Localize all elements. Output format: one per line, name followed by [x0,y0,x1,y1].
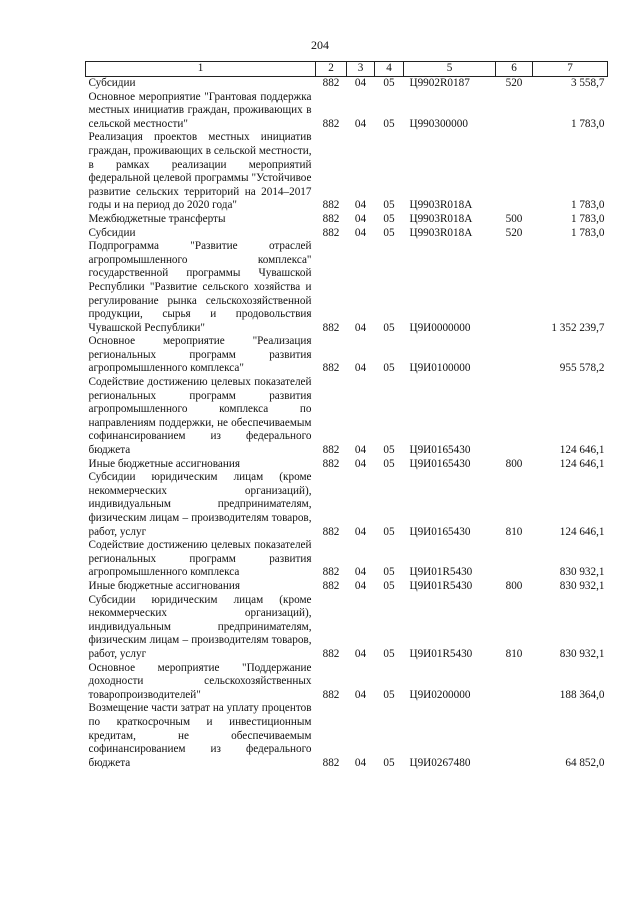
row-name: Содействие достижению целевых показателей региональных программ развития агропромышленного комплекса [88,539,312,579]
row-subsection: 05 [383,444,395,457]
row-target-article: Ц9И0100000 [409,362,471,375]
row-amount: 1 783,0 [570,226,605,239]
row-target-article: Ц9И0165430 [409,525,471,538]
table-row [86,471,608,539]
table-row [86,376,608,458]
row-amount: 830 932,1 [559,566,605,579]
row-ministry-code: 882 [322,647,340,660]
row-expense-type [496,702,533,770]
row-amount: 955 578,2 [559,362,605,375]
header-col-6: 6 [496,62,533,77]
row-subsection: 05 [383,321,395,334]
row-ministry-code: 882 [322,117,340,130]
row-ministry-code: 882 [322,566,340,579]
header-col-7: 7 [533,62,608,77]
row-ministry-code: 882 [322,756,340,769]
row-name: Субсидии юридическим лицам (кроме некоммерческих организаций), индивидуальным предпринимателям, физическим лицам – производителям товаров, работ, услуг [88,471,312,538]
row-expense-type [496,376,533,458]
row-target-article: Ц9И0165430 [409,444,471,457]
row-name: Субсидии [88,226,136,239]
row-target-article: Ц9903R018A [409,212,473,225]
row-section: 04 [354,321,367,334]
row-section: 04 [354,199,367,212]
row-section: 04 [354,444,367,457]
row-expense-type: 500 [505,212,523,225]
table-row [86,91,608,132]
row-target-article: Ц9903R018A [409,199,473,212]
table-row [86,458,608,472]
row-subsection: 05 [383,579,395,592]
row-expense-type: 520 [505,77,523,89]
row-ministry-code: 882 [322,457,340,470]
row-subsection: 05 [383,756,395,769]
row-subsection: 05 [383,647,395,660]
table-row [86,662,608,703]
row-target-article: Ц9И0267480 [409,756,471,769]
row-amount: 830 932,1 [559,647,605,660]
row-section: 04 [354,226,367,239]
table-row [86,227,608,241]
row-target-article: Ц9И01R5430 [409,566,473,579]
row-section: 04 [354,579,367,592]
row-ministry-code: 882 [322,444,340,457]
row-section: 04 [354,688,367,701]
row-name: Основное мероприятие "Поддержание доходности сельскохозяйственных товаропроизводителей" [88,661,312,701]
row-amount: 1 783,0 [570,212,605,225]
header-col-2: 2 [316,62,347,77]
row-name: Реализация проектов местных инициатив граждан, проживающих в сельской местности, в рамках реализации мероприятий федеральной целевой программы "Устойчивое развитие сельских территорий на 2014–2017 годы и на период до 2020 года" [88,131,312,212]
row-subsection: 05 [383,457,395,470]
row-section: 04 [354,212,367,225]
row-section: 04 [354,647,367,660]
row-ministry-code: 882 [322,77,340,89]
row-amount: 1 352 239,7 [551,321,605,334]
budget-table [85,61,608,770]
row-subsection: 05 [383,212,395,225]
table-row [86,594,608,662]
row-amount: 64 852,0 [565,756,605,769]
table-row [86,539,608,580]
row-amount: 1 783,0 [570,117,605,130]
header-col-4: 4 [375,62,404,77]
row-ministry-code: 882 [322,226,340,239]
row-target-article: Ц9И0000000 [409,321,471,334]
row-expense-type: 800 [505,457,523,470]
row-name: Субсидии [88,77,136,89]
row-subsection: 05 [383,117,395,130]
row-ministry-code: 882 [322,321,340,334]
row-section: 04 [354,756,367,769]
row-expense-type: 520 [505,226,523,239]
row-name: Межбюджетные трансферты [88,212,226,225]
row-target-article: Ц9И01R5430 [409,579,473,592]
row-target-article: Ц9902R0187 [409,77,470,89]
row-target-article: Ц9И01R5430 [409,647,473,660]
row-expense-type [496,662,533,703]
row-expense-type [496,131,533,213]
row-expense-type [496,91,533,132]
header-col-3: 3 [347,62,375,77]
row-ministry-code: 882 [322,362,340,375]
table-row [86,77,608,91]
row-subsection: 05 [383,688,395,701]
row-amount: 124 646,1 [559,457,605,470]
row-amount: 1 783,0 [570,199,605,212]
header-row [86,62,608,77]
row-name: Субсидии юридическим лицам (кроме некоммерческих организаций), индивидуальным предпринимателям, физическим лицам – производителям товаров, работ, услуг [88,593,312,660]
row-subsection: 05 [383,362,395,375]
row-amount: 188 364,0 [559,688,605,701]
row-ministry-code: 882 [322,688,340,701]
row-name: Основное мероприятие "Грантовая поддержка местных инициатив граждан, проживающих в сельской местности" [88,90,312,130]
header-col-5: 5 [404,62,496,77]
row-section: 04 [354,77,367,89]
page-number: 204 [311,38,329,52]
row-expense-type: 800 [505,579,523,592]
row-section: 04 [354,117,367,130]
row-section: 04 [354,525,367,538]
row-ministry-code: 882 [322,199,340,212]
table-row [86,702,608,770]
table-row [86,131,608,213]
row-section: 04 [354,362,367,375]
row-amount: 3 558,7 [570,77,605,89]
row-expense-type [496,335,533,376]
row-expense-type [496,539,533,580]
row-name: Содействие достижению целевых показателей региональных программ развития агропромышленного комплекса по направлениям поддержки, не обеспечиваемым софинансированием из федерального бюджета [88,376,312,457]
row-amount: 124 646,1 [559,444,605,457]
row-subsection: 05 [383,77,395,89]
row-target-article: Ц9И0200000 [409,688,471,701]
header-col-1: 1 [86,62,316,77]
row-target-article: Ц990300000 [409,117,468,130]
table-row [86,240,608,335]
row-expense-type [496,240,533,335]
row-name: Иные бюджетные ассигнования [88,579,240,592]
row-subsection: 05 [383,199,395,212]
row-name: Возмещение части затрат на уплату процентов по краткосрочным и инвестиционным кредитам, не обеспечиваемым софинансированием из федерального бюджета [88,702,312,769]
row-name: Основное мероприятие "Реализация региональных программ развития агропромышленного комплекса" [88,335,312,375]
row-subsection: 05 [383,525,395,538]
row-target-article: Ц9И0165430 [409,457,471,470]
row-expense-type: 810 [505,525,523,538]
row-name: Подпрограмма "Развитие отраслей агропромышленного комплекса" государственной программы Чувашской Республики "Развитие сельского хозяйства и регулирование рынка сельскохозяйственной продукции, сырья и продовольствия Чувашской Республики" [88,240,312,334]
table-row [86,213,608,227]
row-amount: 124 646,1 [559,525,605,538]
row-expense-type: 810 [505,647,523,660]
table-row [86,580,608,594]
row-ministry-code: 882 [322,579,340,592]
row-subsection: 05 [383,226,395,239]
table-row [86,335,608,376]
row-ministry-code: 882 [322,212,340,225]
row-section: 04 [354,457,367,470]
table-body [86,77,608,771]
row-target-article: Ц9903R018A [409,226,473,239]
row-subsection: 05 [383,566,395,579]
row-section: 04 [354,566,367,579]
row-amount: 830 932,1 [559,579,605,592]
row-name: Иные бюджетные ассигнования [88,457,240,470]
row-ministry-code: 882 [322,525,340,538]
